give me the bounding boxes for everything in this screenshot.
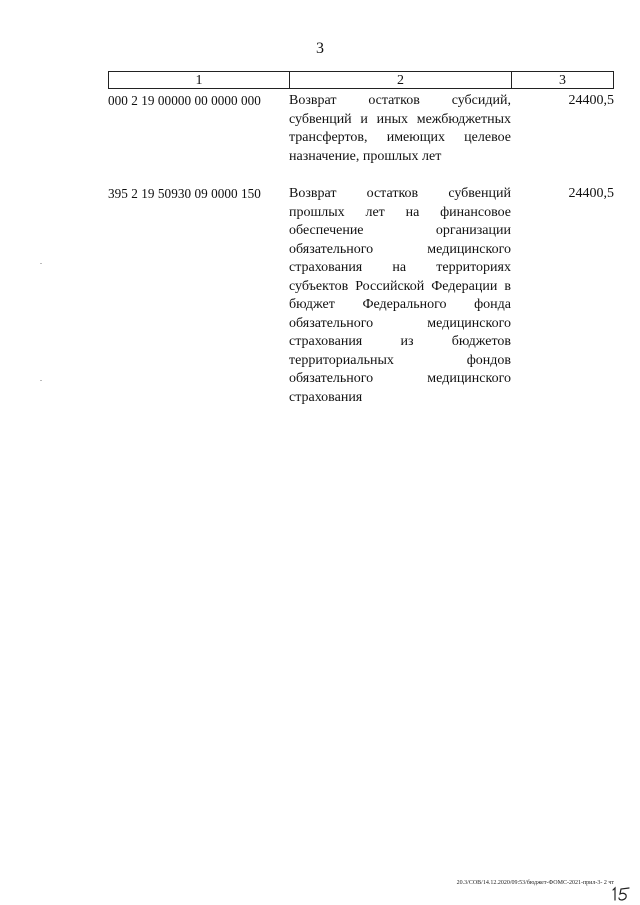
document-reference: 20.3/СОВ/14.12.2020/09:53/бюджет-ФОМС-2021-прил-3- 2 чт xyxy=(456,880,614,886)
row-amount: 24400,5 xyxy=(568,186,614,201)
row-description: Возврат остатков субвенций прошлых лет на финансовое обеспечение организации обязательного медицинского страхования на территориях субъектов Российской Федерации в бюджет Федерального фонда обязательного медицинского страхования из бюджетов территориальных фондов обязательного медицинского страхования xyxy=(289,186,511,405)
table-row xyxy=(108,185,614,407)
page-number: 3 xyxy=(316,40,324,57)
budget-code: 395 2 19 50930 09 0000 150 xyxy=(108,186,261,201)
table-header-row xyxy=(108,71,614,89)
scan-speck xyxy=(40,380,42,381)
header-col-2: 2 xyxy=(290,72,512,88)
row-amount: 24400,5 xyxy=(568,93,614,108)
header-col-3: 3 xyxy=(559,73,566,88)
scan-speck xyxy=(40,263,42,264)
table-row xyxy=(108,92,614,166)
budget-code: 000 2 19 00000 00 0000 000 xyxy=(108,93,261,108)
handwritten-page-mark xyxy=(610,886,632,902)
header-col-1: 1 xyxy=(109,72,290,88)
row-description: Возврат остатков субсидий, субвенций и иных межбюджетных трансфертов, имеющих целевое назначение, прошлых лет xyxy=(289,93,511,164)
revenue-table xyxy=(108,71,614,407)
